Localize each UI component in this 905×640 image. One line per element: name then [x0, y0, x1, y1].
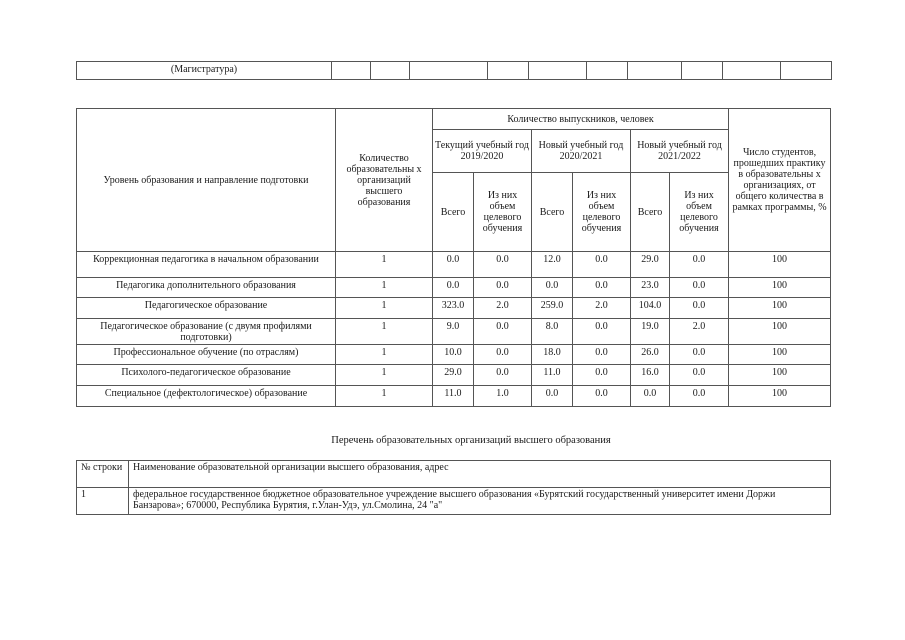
header-graduates-group: Количество выпускников, человек — [433, 109, 729, 130]
cell-value: 0.0 — [670, 298, 729, 319]
row-direction-name: Педагогическое образование (с двумя профилями подготовки) — [77, 319, 336, 345]
table-row — [77, 62, 832, 80]
cell-value: 0.0 — [474, 345, 532, 365]
table-row — [77, 252, 831, 278]
table-row — [77, 386, 831, 407]
cell-value: 29.0 — [433, 365, 474, 386]
cell-percent: 100 — [729, 319, 831, 345]
cell-org-count: 1 — [336, 252, 433, 278]
table-row — [77, 488, 831, 515]
header-total: Всего — [433, 173, 474, 252]
cell-percent: 100 — [729, 345, 831, 365]
cell-row-number: 1 — [77, 488, 129, 515]
cell-value: 0.0 — [474, 319, 532, 345]
header-row-1 — [77, 109, 831, 130]
cell-value: 2.0 — [670, 319, 729, 345]
cell-value: 0.0 — [631, 386, 670, 407]
row-direction-name: Психолого-педагогическое образование — [77, 365, 336, 386]
cell-percent: 100 — [729, 278, 831, 298]
cell-org-count: 1 — [336, 386, 433, 407]
cell-value: 259.0 — [532, 298, 573, 319]
cell-value: 0.0 — [670, 252, 729, 278]
cell-value: 0.0 — [670, 345, 729, 365]
cell-value: 0.0 — [670, 278, 729, 298]
org-list-header-row — [77, 461, 831, 488]
cell-value: 10.0 — [433, 345, 474, 365]
header-year-next2: Новый учебный год 2021/2022 — [631, 130, 729, 173]
cell-value: 19.0 — [631, 319, 670, 345]
header-total: Всего — [532, 173, 573, 252]
top-continuation-table — [76, 61, 832, 80]
cell-value: 0.0 — [433, 252, 474, 278]
cell-org-count: 1 — [336, 298, 433, 319]
cell-value: 0.0 — [474, 252, 532, 278]
header-targeted: Из них объем целевого обучения — [474, 173, 532, 252]
cell-org-count: 1 — [336, 345, 433, 365]
cell-value: 0.0 — [573, 278, 631, 298]
cell-percent: 100 — [729, 386, 831, 407]
cell-value: 16.0 — [631, 365, 670, 386]
cell-value: 26.0 — [631, 345, 670, 365]
table-row — [77, 319, 831, 345]
cell-org-count: 1 — [336, 365, 433, 386]
header-year-next1: Новый учебный год 2020/2021 — [532, 130, 631, 173]
header-org-count: Количество образовательны х организаций высшего образования — [336, 109, 433, 252]
cell-value: 11.0 — [433, 386, 474, 407]
cell-percent: 100 — [729, 298, 831, 319]
cell-value: 0.0 — [433, 278, 474, 298]
org-list-table — [76, 460, 831, 515]
cell-value: 323.0 — [433, 298, 474, 319]
header-level: Уровень образования и направление подготовки — [77, 109, 336, 252]
header-students-share: Число студентов, прошедших практику в образовательны х организациях, от общего количества в рамках программы, % — [729, 109, 831, 252]
row-direction-name: Специальное (дефектологическое) образование — [77, 386, 336, 407]
cell-value: 0.0 — [573, 365, 631, 386]
cell-value: 8.0 — [532, 319, 573, 345]
cell-org-count: 1 — [336, 319, 433, 345]
cell-value: 0.0 — [474, 278, 532, 298]
cell-value: 0.0 — [573, 252, 631, 278]
cell-value: 29.0 — [631, 252, 670, 278]
org-list-title: Перечень образовательных организаций высшего образования — [331, 435, 611, 446]
cell-value: 12.0 — [532, 252, 573, 278]
cell-percent: 100 — [729, 365, 831, 386]
row-direction-name: Педагогическое образование — [77, 298, 336, 319]
cell-value: 0.0 — [573, 319, 631, 345]
cell-value: 0.0 — [532, 386, 573, 407]
row-direction-name: Педагогика дополнительного образования — [77, 278, 336, 298]
cell-org-name: федеральное государственное бюджетное образовательное учреждение высшего образования «Бурятский государственный университет имени Доржи Банзарова»; 670000, Республика Бурятия, г.Улан-Удэ, ул.Смолина, 24 "а" — [129, 488, 831, 515]
cell-value: 1.0 — [474, 386, 532, 407]
cell-value: 2.0 — [573, 298, 631, 319]
header-org-name: Наименование образовательной организации высшего образования, адрес — [129, 461, 831, 488]
header-row-number: № строки — [77, 461, 129, 488]
cell-value: 11.0 — [532, 365, 573, 386]
cell-value: 0.0 — [573, 345, 631, 365]
cell-percent: 100 — [729, 252, 831, 278]
row-direction-name: Профессиональное обучение (по отраслям) — [77, 345, 336, 365]
table-row — [77, 298, 831, 319]
header-year-current: Текущий учебный год 2019/2020 — [433, 130, 532, 173]
table-row — [77, 278, 831, 298]
row-direction-name: Коррекционная педагогика в начальном образовании — [77, 252, 336, 278]
graduates-table — [76, 108, 831, 407]
cell-value: 0.0 — [670, 365, 729, 386]
table-row — [77, 345, 831, 365]
cell-value: 23.0 — [631, 278, 670, 298]
header-targeted: Из них объем целевого обучения — [573, 173, 631, 252]
cell-value: 2.0 — [474, 298, 532, 319]
table-row — [77, 365, 831, 386]
header-total: Всего — [631, 173, 670, 252]
header-targeted: Из них объем целевого обучения — [670, 173, 729, 252]
cell-value: 9.0 — [433, 319, 474, 345]
cell-value: 18.0 — [532, 345, 573, 365]
cell-org-count: 1 — [336, 278, 433, 298]
top-row-label: (Магистратура) — [77, 62, 332, 80]
cell-value: 0.0 — [670, 386, 729, 407]
cell-value: 0.0 — [573, 386, 631, 407]
cell-value: 0.0 — [474, 365, 532, 386]
cell-value: 0.0 — [532, 278, 573, 298]
cell-value: 104.0 — [631, 298, 670, 319]
